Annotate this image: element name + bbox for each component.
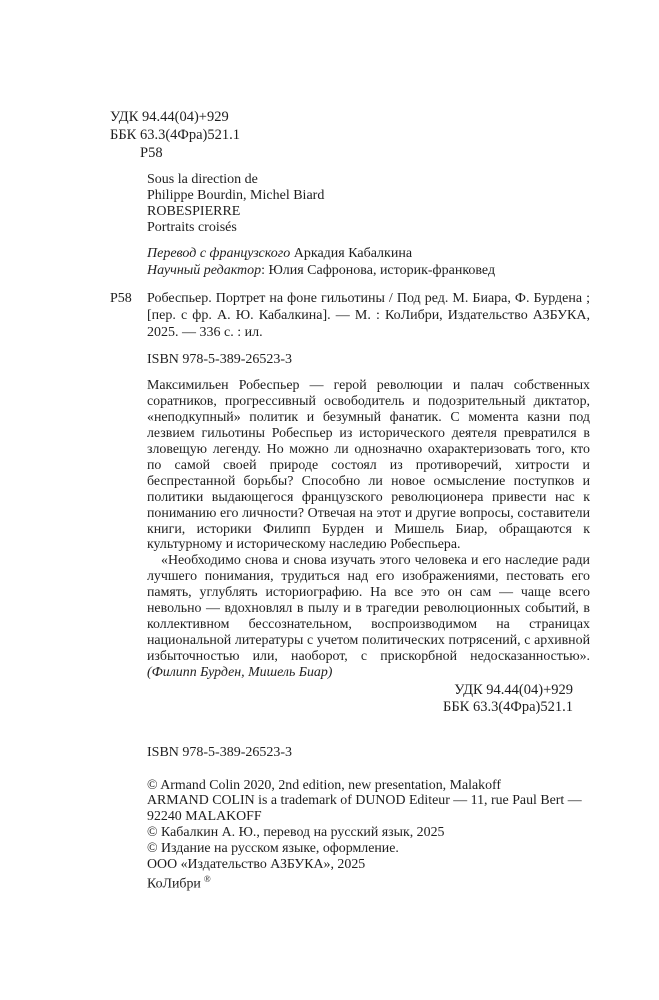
original-credits: [147, 172, 590, 236]
udk-code-top: УДК 94.44(04)+929: [110, 109, 229, 125]
copyright-line: 92240 MALAKOFF: [147, 809, 262, 825]
annotation-quote: [147, 553, 590, 680]
direction-line: Sous la direction de: [147, 172, 258, 187]
isbn-top: ISBN 978-5-389-26523-3: [147, 352, 293, 368]
publisher-brand-line: [147, 872, 590, 892]
editor-label: Научный редактор: [147, 262, 262, 278]
publisher-brand: КоЛибри: [147, 877, 201, 893]
registered-trademark-symbol: ®: [203, 874, 211, 885]
editor-line: [147, 263, 590, 280]
isbn-bottom: ISBN 978-5-389-26523-3: [147, 744, 293, 760]
annotation: [147, 378, 590, 680]
udk-code-bottom: УДК 94.44(04)+929: [454, 681, 573, 698]
catalog-card: [110, 291, 590, 341]
bbk-code-top: ББК 63.3(4Фра)521.1: [110, 127, 240, 143]
annotation-paragraph: Максимильен Робеспьер — герой революции и палач собственных соратников, прогрессивный освободитель и подозрительный диктатор, «неподкупный» политик и безумный фанатик. С момента казни под лезвием гильотины Робеспьер из исторического деятеля превратился в зловещую легенду. Но можно ли однозначно охарактеризовать того, кто по самой своей природе состоял из противоречий, хитрости и беспрестанной борьбы? Способно ли новое осмысление поступков и политики выдающегося французского революционера привести нас к пониманию его личности? Отвечая на этот и другие вопросы, составители книги, историки Филипп Бурден и Мишель Биар, обращаются к культурному и историческому наследию Робеспьера.: [147, 378, 590, 553]
copyright-line: © Издание на русском языке, оформление.: [147, 840, 399, 856]
copyright-block: [147, 778, 590, 893]
authors-line: Philippe Bourdin, Michel Biard: [147, 188, 325, 203]
copyright-line: ООО «Издательство АЗБУКА», 2025: [147, 856, 366, 872]
translator-name: Аркадия Кабалкина: [293, 246, 413, 261]
copyright-line: ARMAND COLIN is a trademark of DUNOD Editeur — 11, rue Paul Bert —: [147, 793, 582, 809]
copyright-line: © Кабалкин А. Ю., перевод на русский язык, 2025: [147, 825, 445, 840]
translator-label: Перевод с французского: [147, 246, 294, 261]
quote-attribution: (Филипп Бурден, Мишель Биар): [147, 664, 333, 680]
translation-credits: [147, 246, 590, 279]
classification-codes-top: [110, 108, 590, 162]
copyright-line: © Armand Colin 2020, 2nd edition, new presentation, Malakoff: [147, 777, 502, 793]
author-sign-top: Р58: [140, 145, 163, 161]
translator-line: [147, 246, 590, 263]
author-sign-card: Р58: [110, 291, 132, 306]
classification-codes-bottom: [147, 682, 590, 716]
original-title: ROBESPIERRE: [147, 204, 241, 219]
catalog-card-description: Робеспьер. Портрет на фоне гильотины / Под ред. М. Биара, Ф. Бурдена ; [пер. с фр. А. Ю. Кабалкина]. — М. : КоЛибри, Издательство АЗБУКА, 2025. — 336 с. : ил.: [147, 291, 590, 340]
text-column: [110, 108, 590, 893]
editor-name: : Юлия Сафронова, историк-франковед: [261, 262, 496, 278]
original-subtitle: Portraits croisés: [147, 220, 237, 235]
bbk-code-bottom: ББК 63.3(4Фра)521.1: [443, 698, 573, 715]
quote-text: «Необходимо снова и снова изучать этого человека и его наследие ради лучшего понимания, трудиться над его изображениями, пестовать его память, углублять историографию. На все это он сам — чаще всего невольно — вдохновлял в пылу и в трагедии революционных событий, в коллективном бессознательном, воспроизводимом на страницах национальной литературы с учетом политических потрясений, с архивной избыточностью или, наоборот, с прискорбной недосказанностью».: [147, 553, 590, 664]
